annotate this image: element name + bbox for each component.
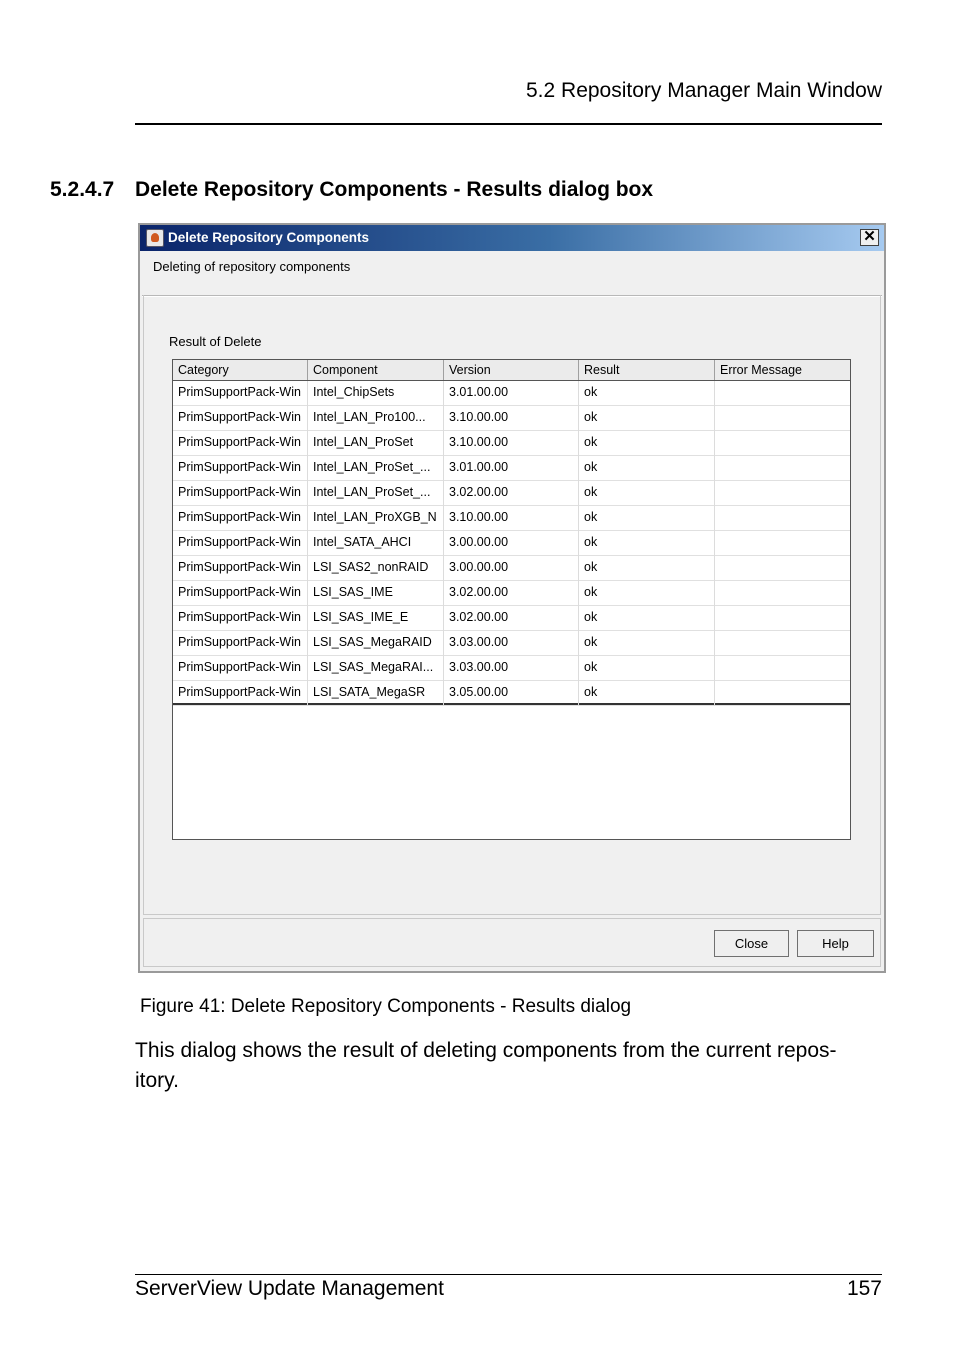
result-cell: ok xyxy=(579,481,715,506)
component-cell: LSI_SAS_MegaRAI... xyxy=(308,656,444,681)
results-table[interactable] xyxy=(172,359,851,840)
error-message-cell xyxy=(715,431,850,456)
table-body xyxy=(173,381,850,705)
component-cell: Intel_LAN_Pro100... xyxy=(308,406,444,431)
category-cell: PrimSupportPack-Win xyxy=(173,456,308,481)
java-app-icon xyxy=(146,229,164,247)
error-message-cell xyxy=(715,631,850,656)
error-message-cell xyxy=(715,456,850,481)
category-cell: PrimSupportPack-Win xyxy=(173,631,308,656)
result-cell: ok xyxy=(579,556,715,581)
table-row[interactable] xyxy=(173,481,850,506)
button-bar xyxy=(143,918,881,967)
close-icon[interactable]: ✕ xyxy=(860,229,879,246)
component-cell: Intel_ChipSets xyxy=(308,381,444,406)
result-cell: ok xyxy=(579,656,715,681)
component-cell: Intel_LAN_ProSet_... xyxy=(308,456,444,481)
table-row[interactable] xyxy=(173,656,850,681)
error-message-cell xyxy=(715,481,850,506)
table-header xyxy=(173,360,850,381)
error-message-cell xyxy=(715,606,850,631)
category-cell: PrimSupportPack-Win xyxy=(173,431,308,456)
category-cell: PrimSupportPack-Win xyxy=(173,406,308,431)
section-number: 5.2.4.7 xyxy=(50,178,115,201)
version-cell: 3.03.00.00 xyxy=(444,631,579,656)
component-cell: Intel_LAN_ProXGB_N xyxy=(308,506,444,531)
component-cell: Intel_LAN_ProSet xyxy=(308,431,444,456)
table-row[interactable] xyxy=(173,431,850,456)
result-cell: ok xyxy=(579,606,715,631)
result-cell: ok xyxy=(579,406,715,431)
table-row[interactable] xyxy=(173,581,850,606)
component-cell: LSI_SAS2_nonRAID xyxy=(308,556,444,581)
section-title: Delete Repository Components - Results dialog box xyxy=(135,178,654,201)
delete-components-dialog xyxy=(138,223,886,973)
page-number: 157 xyxy=(846,1277,882,1300)
category-cell: PrimSupportPack-Win xyxy=(173,381,308,406)
error-message-cell xyxy=(715,656,850,681)
category-cell: PrimSupportPack-Win xyxy=(173,581,308,606)
category-cell: PrimSupportPack-Win xyxy=(173,606,308,631)
result-cell: ok xyxy=(579,681,715,706)
version-cell: 3.10.00.00 xyxy=(444,406,579,431)
dialog-titlebar[interactable] xyxy=(140,225,884,251)
component-cell: Intel_SATA_AHCI xyxy=(308,531,444,556)
table-row[interactable] xyxy=(173,506,850,531)
category-cell: PrimSupportPack-Win xyxy=(173,506,308,531)
figure-caption: Figure 41: Delete Repository Components - Results dialog xyxy=(140,996,632,1017)
column-header-component[interactable]: Component xyxy=(308,360,444,380)
error-message-cell xyxy=(715,681,850,706)
version-cell: 3.02.00.00 xyxy=(444,481,579,506)
component-cell: LSI_SAS_IME_E xyxy=(308,606,444,631)
result-cell: ok xyxy=(579,431,715,456)
result-cell: ok xyxy=(579,531,715,556)
version-cell: 3.05.00.00 xyxy=(444,681,579,706)
dialog-title: Delete Repository Components xyxy=(168,230,370,245)
category-cell: PrimSupportPack-Win xyxy=(173,656,308,681)
result-cell: ok xyxy=(579,456,715,481)
close-button[interactable]: Close xyxy=(714,930,789,957)
table-row[interactable] xyxy=(173,606,850,631)
version-cell: 3.01.00.00 xyxy=(444,456,579,481)
footer-rule xyxy=(135,1274,882,1275)
error-message-cell xyxy=(715,406,850,431)
table-row[interactable] xyxy=(173,381,850,406)
table-row[interactable] xyxy=(173,681,850,706)
error-message-cell xyxy=(715,506,850,531)
version-cell: 3.00.00.00 xyxy=(444,531,579,556)
category-cell: PrimSupportPack-Win xyxy=(173,531,308,556)
component-cell: LSI_SAS_IME xyxy=(308,581,444,606)
version-cell: 3.02.00.00 xyxy=(444,606,579,631)
table-row[interactable] xyxy=(173,631,850,656)
table-row[interactable] xyxy=(173,531,850,556)
table-row[interactable] xyxy=(173,556,850,581)
result-cell: ok xyxy=(579,631,715,656)
result-label: Result of Delete xyxy=(169,334,262,349)
component-cell: LSI_SATA_MegaSR xyxy=(308,681,444,706)
section-heading xyxy=(50,178,653,202)
help-button[interactable]: Help xyxy=(797,930,874,957)
result-cell: ok xyxy=(579,506,715,531)
version-cell: 3.10.00.00 xyxy=(444,506,579,531)
error-message-cell xyxy=(715,531,850,556)
category-cell: PrimSupportPack-Win xyxy=(173,681,308,706)
component-cell: LSI_SAS_MegaRAID xyxy=(308,631,444,656)
result-cell: ok xyxy=(579,381,715,406)
table-row[interactable] xyxy=(173,406,850,431)
error-message-cell xyxy=(715,381,850,406)
category-cell: PrimSupportPack-Win xyxy=(173,556,308,581)
version-cell: 3.01.00.00 xyxy=(444,381,579,406)
error-message-cell xyxy=(715,556,850,581)
component-cell: Intel_LAN_ProSet_... xyxy=(308,481,444,506)
error-message-cell xyxy=(715,581,850,606)
version-cell: 3.00.00.00 xyxy=(444,556,579,581)
column-header-error-message[interactable]: Error Message xyxy=(720,363,802,377)
category-cell: PrimSupportPack-Win xyxy=(173,481,308,506)
header-rule xyxy=(135,123,882,125)
dialog-subtitle: Deleting of repository components xyxy=(153,259,351,274)
running-header: 5.2 Repository Manager Main Window xyxy=(526,79,882,102)
result-cell: ok xyxy=(579,581,715,606)
version-cell: 3.03.00.00 xyxy=(444,656,579,681)
table-row[interactable] xyxy=(173,456,850,481)
footer-title: ServerView Update Management xyxy=(135,1277,444,1300)
version-cell: 3.02.00.00 xyxy=(444,581,579,606)
column-header-category[interactable]: Category xyxy=(173,360,308,380)
body-paragraph: This dialog shows the result of deleting components from the current repos- itory. xyxy=(135,1039,837,1092)
version-cell: 3.10.00.00 xyxy=(444,431,579,456)
column-header-result[interactable]: Result xyxy=(579,360,715,380)
column-header-version[interactable]: Version xyxy=(444,360,579,380)
